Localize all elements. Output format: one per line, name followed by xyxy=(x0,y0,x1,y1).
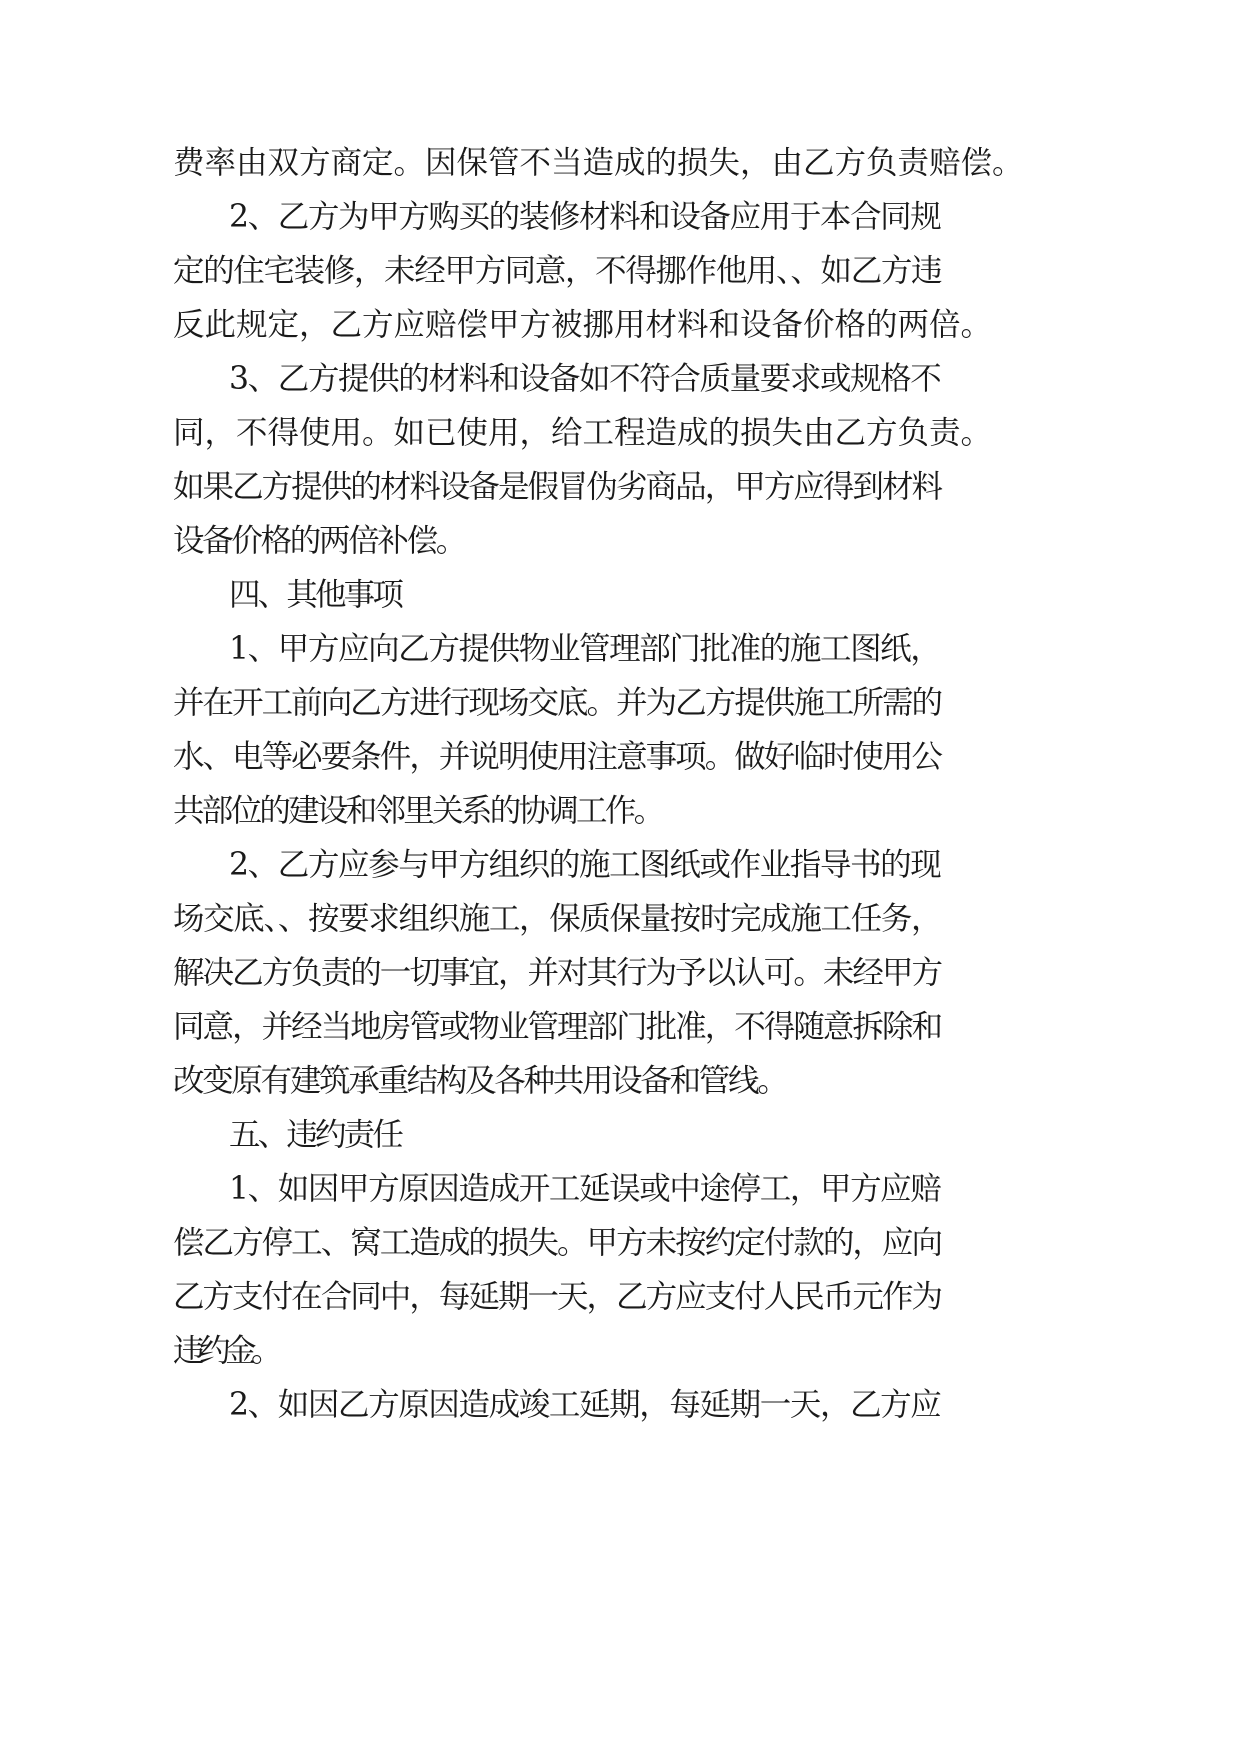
text-line xyxy=(0,1215,1241,1271)
line-text: 共部位的建设和邻里关系的协调工作。 xyxy=(173,793,663,829)
line-text: 水、电等必要条件，并说明使用注意事项。做好临时使用公 xyxy=(173,739,942,775)
line-text: 五、违约责任 xyxy=(229,1117,402,1153)
text-line xyxy=(0,135,1241,191)
text-line xyxy=(0,891,1241,947)
line-text: 四、其他事项 xyxy=(229,577,402,613)
line-text: 2、如因乙方原因造成竣工延期，每延期一天，乙方应 xyxy=(229,1387,941,1423)
line-text: 定的住宅装修，未经甲方同意，不得挪作他用、、如乙方违 xyxy=(173,253,942,289)
line-text: 费率由双方商定。因保管不当造成的损失，由乙方负责赔偿。 xyxy=(173,145,1024,181)
line-text: 2、乙方为甲方购买的装修材料和设备应用于本合同规 xyxy=(229,199,941,235)
text-line xyxy=(0,243,1241,299)
line-text: 设备价格的两倍补偿。 xyxy=(173,523,466,559)
text-line xyxy=(0,675,1241,731)
line-text: 2、乙方应参与甲方组织的施工图纸或作业指导书的现 xyxy=(229,847,941,883)
text-line xyxy=(0,1053,1241,1109)
line-text: 场交底、、按要求组织施工，保质保量按时完成施工任务， xyxy=(173,901,942,937)
line-text: 乙方支付在合同中，每延期一天，乙方应支付人民币元作为 xyxy=(173,1279,942,1315)
text-line xyxy=(0,729,1241,785)
text-line xyxy=(0,405,1241,461)
text-line xyxy=(0,1377,1241,1433)
line-text: 违约金。 xyxy=(173,1333,278,1369)
text-line xyxy=(0,189,1241,245)
line-text: 1、如因甲方原因造成开工延误或中途停工，甲方应赔 xyxy=(229,1171,941,1207)
text-line xyxy=(0,837,1241,893)
line-text: 改变原有建筑承重结构及各种共用设备和管线。 xyxy=(173,1063,787,1099)
line-text: 同，不得使用。如已使用，给工程造成的损失由乙方负责。 xyxy=(173,415,993,451)
line-text: 同意，并经当地房管或物业管理部门批准，不得随意拆除和 xyxy=(173,1009,942,1045)
text-line xyxy=(0,999,1241,1055)
section-heading xyxy=(0,567,1241,623)
text-line xyxy=(0,783,1241,839)
text-line xyxy=(0,513,1241,569)
text-line xyxy=(0,1161,1241,1217)
line-text: 偿乙方停工、窝工造成的损失。甲方未按约定付款的，应向 xyxy=(173,1225,942,1261)
line-text: 反此规定，乙方应赔偿甲方被挪用材料和设备价格的两倍。 xyxy=(173,307,993,343)
line-text: 3、乙方提供的材料和设备如不符合质量要求或规格不 xyxy=(229,361,941,397)
line-text: 如果乙方提供的材料设备是假冒伪劣商品，甲方应得到材料 xyxy=(173,469,942,505)
text-line xyxy=(0,621,1241,677)
text-line xyxy=(0,1323,1241,1379)
line-text: 并在开工前向乙方进行现场交底。并为乙方提供施工所需的 xyxy=(173,685,942,721)
line-text: 解决乙方负责的一切事宜，并对其行为予以认可。未经甲方 xyxy=(173,955,942,991)
text-line xyxy=(0,459,1241,515)
text-line xyxy=(0,351,1241,407)
text-line xyxy=(0,945,1241,1001)
text-line xyxy=(0,297,1241,353)
text-line xyxy=(0,1269,1241,1325)
line-text: 1、甲方应向乙方提供物业管理部门批准的施工图纸， xyxy=(229,631,941,667)
section-heading xyxy=(0,1107,1241,1163)
